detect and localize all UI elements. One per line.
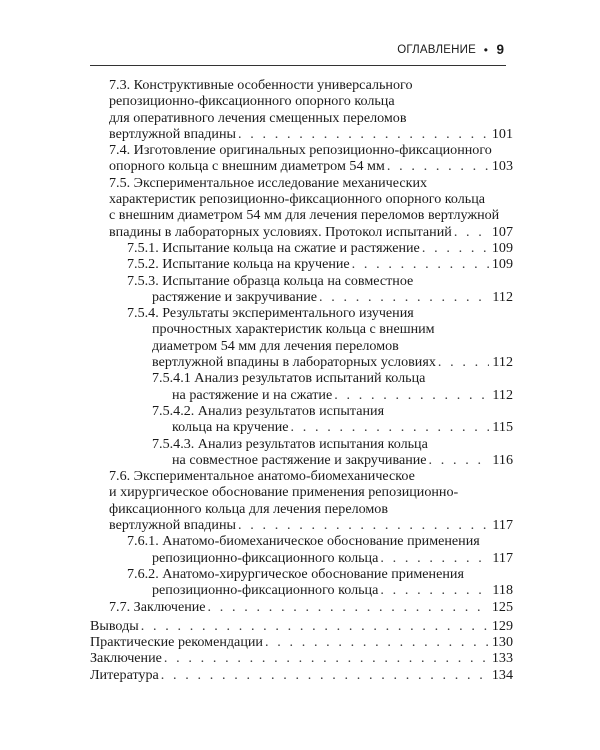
toc-entry-text: для оперативного лечения смещенных переломов <box>109 109 407 126</box>
toc-entry-text: впадины в лабораторных условиях. Протокол испытаний <box>109 223 452 240</box>
toc-entry-text: 7.5.3. Испытание образца кольца на совместное <box>127 272 414 289</box>
toc-entry[interactable] <box>90 273 513 306</box>
toc-page-number: 117 <box>492 517 513 534</box>
toc-entry-text: характеристик репозиционно-фиксационного опорного кольца <box>109 191 486 208</box>
toc-page-number: 133 <box>491 650 513 667</box>
toc-entry-text: опорного кольца с внешним диаметром 54 мм <box>109 158 385 175</box>
toc-entry-text: вертлужной впадины в лабораторных условиях <box>152 354 436 371</box>
running-header <box>90 40 506 62</box>
toc-page-number: 107 <box>491 223 513 240</box>
toc-entry-text: Практические рекомендации <box>90 634 263 651</box>
toc-entry-text: Выводы <box>90 617 139 634</box>
toc-entry[interactable] <box>90 533 513 566</box>
toc-entry[interactable] <box>90 403 513 436</box>
toc-entry-text: на растяжение и на сжатие <box>172 386 333 403</box>
dot-leader <box>206 599 489 615</box>
toc-entry[interactable] <box>90 77 513 142</box>
dot-leader <box>159 667 489 683</box>
bullet-icon: • <box>483 43 488 57</box>
toc-entry-text: растяжение и закручивание <box>152 288 318 305</box>
toc-entry-text: диаметром 54 мм для лечения переломов <box>152 337 399 354</box>
dot-leader <box>378 550 489 566</box>
toc-entry[interactable] <box>90 650 513 666</box>
header-title: ОГЛАВЛЕНИЕ <box>397 44 476 56</box>
toc-entry-text: на совместное растяжение и закручивание <box>172 451 427 468</box>
toc-page-number: 112 <box>492 288 513 305</box>
toc-entry[interactable] <box>90 667 513 683</box>
toc-entry-text: 7.6.1. Анатомо-биомеханическое обоснование применения <box>127 533 480 550</box>
toc-entry[interactable] <box>90 305 513 370</box>
toc-page-number: 101 <box>491 125 513 142</box>
toc-page-number: 109 <box>491 256 513 273</box>
toc-entry[interactable] <box>90 618 513 634</box>
dot-leader <box>427 452 490 468</box>
toc-page-number: 125 <box>491 598 513 615</box>
toc-entry[interactable] <box>90 256 513 272</box>
dot-leader <box>332 387 489 403</box>
toc-entry-text: с внешним диаметром 54 мм для лечения переломов вертлужной <box>109 207 500 224</box>
dot-leader <box>452 224 489 240</box>
dot-leader <box>139 618 489 634</box>
table-of-contents <box>90 77 513 683</box>
toc-page-number: 103 <box>491 158 513 175</box>
toc-entry-text: 7.5.4. Результаты экспериментального изучения <box>127 305 414 322</box>
toc-entry[interactable] <box>90 175 513 240</box>
toc-entry-text: вертлужной впадины <box>109 125 236 142</box>
toc-entry[interactable] <box>90 599 513 615</box>
toc-entry-text: 7.5.4.2. Анализ результатов испытания <box>152 402 385 419</box>
toc-entry-text: прочностных характеристик кольца с внешним <box>152 321 435 338</box>
toc-entry-text: репозиционно-фиксационного кольца <box>152 549 379 566</box>
toc-page-number: 134 <box>491 666 513 683</box>
dot-leader <box>263 634 489 650</box>
dot-leader <box>162 650 489 666</box>
toc-entry-text: и хирургическое обоснование применения репозиционно- <box>109 484 459 501</box>
toc-page-number: 109 <box>491 239 513 256</box>
header-rule <box>90 65 506 66</box>
toc-page-number: 112 <box>492 354 513 371</box>
toc-entry-text: 7.5.2. Испытание кольца на кручение <box>127 256 350 273</box>
dot-leader <box>436 354 490 370</box>
toc-entry-text: фиксационного кольца для лечения переломов <box>109 500 389 517</box>
toc-page-number: 130 <box>491 634 513 651</box>
toc-page-number: 129 <box>491 617 513 634</box>
toc-entry-text: репозиционно-фиксационного кольца <box>152 582 379 599</box>
toc-entry-text: 7.3. Конструктивные особенности универсального <box>109 77 413 93</box>
toc-entry-text: 7.4. Изготовление оригинальных репозиционно-фиксационного <box>109 142 492 159</box>
toc-entry[interactable] <box>90 142 513 175</box>
toc-entry-text: Литература <box>90 666 159 683</box>
toc-entry-text: Заключение <box>90 650 162 667</box>
dot-leader <box>378 582 489 598</box>
toc-entry[interactable] <box>90 436 513 469</box>
toc-entry-text: кольца на кручение <box>172 419 289 436</box>
toc-entry-text: 7.6. Экспериментальное анатомо-биомеханическое <box>109 468 415 485</box>
toc-entry[interactable] <box>90 240 513 256</box>
dot-leader <box>385 158 489 174</box>
toc-entry-text: 7.6.2. Анатомо-хирургическое обоснование применения <box>127 565 464 582</box>
toc-entry-text: 7.5. Экспериментальное исследование механических <box>109 174 428 191</box>
dot-leader <box>236 517 489 533</box>
toc-entry[interactable] <box>90 634 513 650</box>
dot-leader <box>317 289 489 305</box>
toc-entry-text: 7.5.4.1 Анализ результатов испытаний кольца <box>152 370 426 387</box>
toc-entry-text: 7.5.4.3. Анализ результатов испытания кольца <box>152 435 428 452</box>
dot-leader <box>236 126 489 142</box>
toc-page-number: 117 <box>492 549 513 566</box>
toc-entry-text: репозиционно-фиксационного опорного кольца <box>109 93 395 110</box>
toc-page-number: 115 <box>492 419 513 436</box>
toc-entry-text: 7.5.1. Испытание кольца на сжатие и растяжение <box>127 239 420 256</box>
page-number: 9 <box>496 42 504 57</box>
dot-leader <box>289 419 490 435</box>
dot-leader <box>350 256 489 272</box>
toc-entry[interactable] <box>90 370 513 403</box>
toc-entry-text: вертлужной впадины <box>109 517 236 534</box>
toc-entry-text: 7.7. Заключение <box>109 598 206 615</box>
toc-entry[interactable] <box>90 468 513 533</box>
toc-page-number: 116 <box>492 451 513 468</box>
toc-page-number: 112 <box>492 386 513 403</box>
toc-entry[interactable] <box>90 566 513 599</box>
toc-page-number: 118 <box>492 582 513 599</box>
dot-leader <box>420 240 489 256</box>
